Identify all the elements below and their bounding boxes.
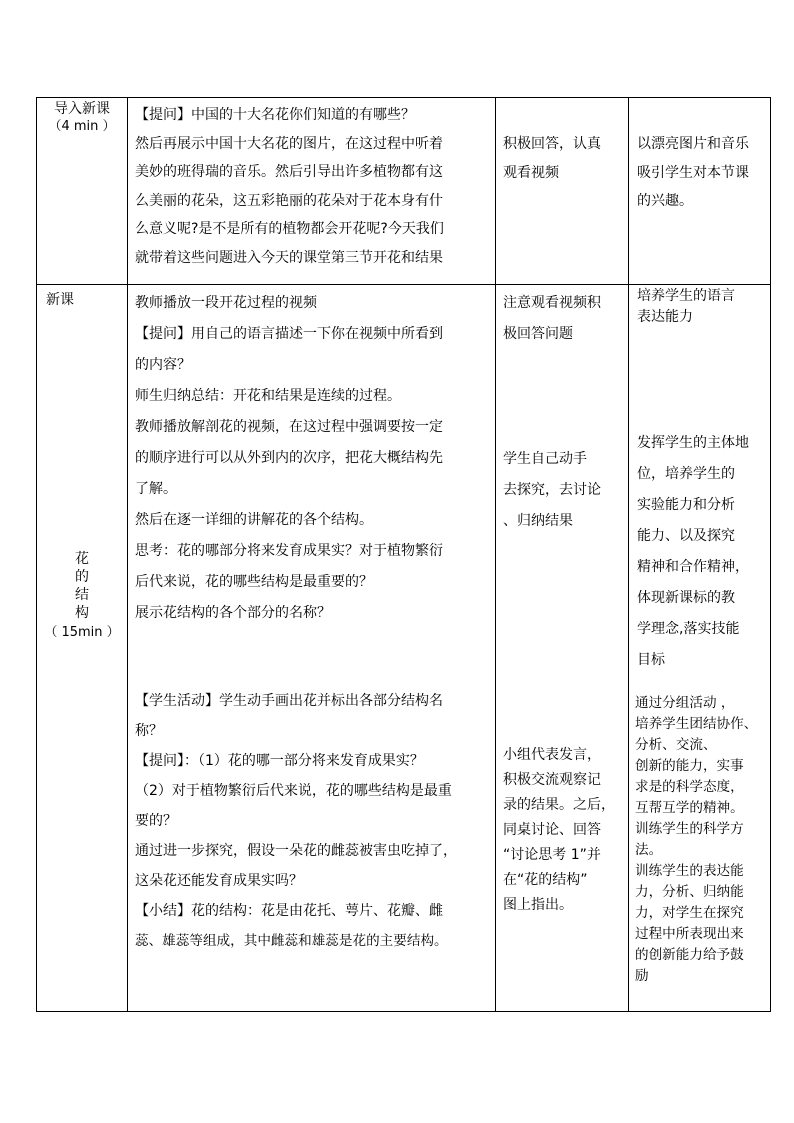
lesson-purpose-line: 能力、以及探究 <box>637 528 735 544</box>
lesson-teacher-line: 思考：花的哪部分将来发育成果实？对于植物繁衍 <box>135 543 443 559</box>
lesson-purpose-line: 训练学生的科学方 <box>635 821 744 837</box>
lesson-purpose-line: 体现新课标的教 <box>637 590 735 606</box>
lesson-purpose-line: 学理念,落实技能 <box>637 621 740 637</box>
lesson-student-line: 去探究，去讨论 <box>503 482 601 498</box>
intro-teacher-line: 【提问】中国的十大名花你们知道的有哪些？ <box>135 107 415 123</box>
lesson-student-line: 录的结果。之后， <box>503 797 615 813</box>
lesson-teacher-cell <box>127 284 495 1013</box>
lesson-purpose-line: 实验能力和分析 <box>637 497 735 513</box>
intro-purpose-line: 吸引学生对本节课 <box>637 164 749 181</box>
lesson-teacher-line: 展示花结构的各个部分的名称？ <box>135 605 331 621</box>
lesson-teacher-line: （2）对于植物繁衍后代来说，花的哪些结构是最重 <box>135 783 452 799</box>
intro-teacher-line: 然后再展示中国十大名花的图片，在这过程中听着 <box>135 135 443 152</box>
lesson-purpose-line: 通过分组活动 ， <box>635 695 735 711</box>
lesson-purpose-line: 培养学生的语言 <box>637 288 735 304</box>
lesson-section-vertical <box>37 550 127 642</box>
lesson-purpose-line: 创新的能力，实事 <box>635 758 744 774</box>
lesson-teacher-line: 【学生活动】学生动手画出花并标出各部分结构名 <box>135 693 443 709</box>
lesson-purpose-line: 训练学生的表达能 <box>635 863 744 879</box>
lesson-purpose-line: 的创新能力给予鼓 <box>635 947 744 963</box>
lesson-teacher-line: 了解。 <box>135 481 177 497</box>
lesson-teacher-line: 教师播放解剖花的视频，在这过程中强调要按一定 <box>135 419 443 435</box>
intro-student-cell <box>495 98 628 284</box>
lesson-student-line: 注意观看视频积 <box>503 295 601 311</box>
lesson-teacher-line: 称？ <box>135 723 163 739</box>
lesson-teacher-line: 要的？ <box>135 813 177 829</box>
lesson-teacher-line: 然后在逐一详细的讲解花的各个结构。 <box>135 512 373 528</box>
lesson-purpose-line: 培养学生团结协作、 <box>635 716 758 732</box>
lesson-purpose-line: 分析、交流、 <box>635 737 717 753</box>
lesson-teacher-line: 的顺序进行可以从外到内的次序，把花大概结构先 <box>135 450 443 466</box>
intro-teacher-line: 么意义呢?是不是所有的植物都会开花呢?今天我们 <box>135 221 444 237</box>
lesson-purpose-line: 表达能力 <box>637 309 693 325</box>
lesson-teacher-line: 【小结】花的结构：花是由花托、萼片、花瓣、雌 <box>135 903 443 919</box>
intro-student-line: 积极回答，认真 <box>503 136 601 152</box>
lesson-purpose-line: 精神和合作精神， <box>637 559 749 575</box>
lesson-teacher-line: 蕊、雄蕊等组成，其中雌蕊和雄蕊是花的主要结构。 <box>135 933 448 949</box>
intro-teacher-line: 就带着这些问题进入今天的课堂第三节开花和结果 <box>135 249 443 266</box>
intro-teacher-line: 么美丽的花朵，这五彩艳丽的花朵对于花本身有什 <box>135 192 443 209</box>
intro-purpose-line: 的兴趣。 <box>637 193 693 209</box>
lesson-section-char: 构 <box>75 605 89 621</box>
lesson-teacher-line: 通过进一步探究，假设一朵花的雌蕊被害虫吃掉了， <box>135 843 457 859</box>
lesson-student-line: 图上指出。 <box>503 897 573 913</box>
lesson-teacher-line: 师生归纳总结：开花和结果是连续的过程。 <box>135 388 401 404</box>
lesson-section-char: 结 <box>75 587 89 603</box>
lesson-student-line: 学生自己动手 <box>503 451 587 467</box>
lesson-purpose-line: 位，培养学生的 <box>637 466 735 482</box>
intro-purpose-cell <box>628 98 772 284</box>
intro-purpose-line: 以漂亮图片和音乐 <box>637 136 749 152</box>
lesson-teacher-block-a <box>135 288 443 629</box>
lesson-teacher-line: 【提问】用自己的语言描述一下你在视频中所看到 <box>135 326 443 342</box>
intro-section-name: 导入新课 <box>54 101 110 117</box>
intro-section-time: （4 min ） <box>48 119 116 134</box>
lesson-student-cell <box>495 284 628 1013</box>
lesson-purpose-line: 法。 <box>635 842 663 858</box>
lesson-student-line: “讨论思考 1”并 <box>503 847 601 863</box>
lesson-section-name: 新课 <box>46 292 74 308</box>
lesson-teacher-line: 后代来说，花的哪些结构是最重要的？ <box>135 574 373 590</box>
lesson-student-line: 极回答问题 <box>503 326 573 342</box>
lesson-section-char: 的 <box>75 569 89 585</box>
lesson-teacher-line: 【提问】：（1）花的哪一部分将来发育成果实？ <box>135 753 424 769</box>
lesson-purpose-line: 力，对学生在探究 <box>635 905 744 921</box>
lesson-purpose-line: 求是的科学态度， <box>635 779 744 795</box>
intro-teacher-line: 美妙的班得瑞的音乐。然后引导出许多植物都有这 <box>135 164 443 180</box>
lesson-student-line: 小组代表发言， <box>503 747 601 763</box>
lesson-purpose-line: 过程中所表现出来 <box>635 926 744 942</box>
intro-teacher-cell <box>127 98 495 284</box>
lesson-section-char: 花 <box>75 551 89 567</box>
lesson-purpose-line: 励 <box>635 968 649 984</box>
lesson-purpose-line: 力，分析、归纳能 <box>635 884 744 900</box>
lesson-teacher-line: 的内容？ <box>135 357 191 373</box>
lesson-section-time: （ 15min ） <box>44 625 120 640</box>
lesson-purpose-cell <box>628 284 772 1013</box>
lesson-purpose-line: 目标 <box>637 652 665 668</box>
lesson-student-block-c <box>503 743 615 918</box>
lesson-purpose-block-b <box>637 428 749 676</box>
lesson-student-line: 、归纳结果 <box>503 513 573 529</box>
lesson-student-block-a <box>503 288 601 350</box>
lesson-plan-table <box>36 97 771 1012</box>
lesson-teacher-line: 这朵花还能发育成果实吗？ <box>135 873 303 889</box>
lesson-teacher-line: 教师播放一段开花过程的视频 <box>135 295 317 311</box>
intro-student-line: 观看视频 <box>503 164 559 181</box>
lesson-student-block-b <box>503 444 601 537</box>
lesson-purpose-block-a <box>637 286 735 328</box>
lesson-purpose-line: 发挥学生的主体地 <box>637 435 749 451</box>
lesson-purpose-line: 互帮互学的精神。 <box>635 800 744 816</box>
intro-section-cell <box>37 98 127 284</box>
lesson-section-cell <box>37 284 127 1013</box>
lesson-purpose-block-c <box>635 693 757 987</box>
lesson-student-line: 积极交流观察记 <box>503 772 601 788</box>
lesson-teacher-block-b <box>135 686 457 956</box>
lesson-student-line: 在“花的结构” <box>503 872 588 888</box>
lesson-student-line: 同桌讨论、回答 <box>503 822 601 838</box>
